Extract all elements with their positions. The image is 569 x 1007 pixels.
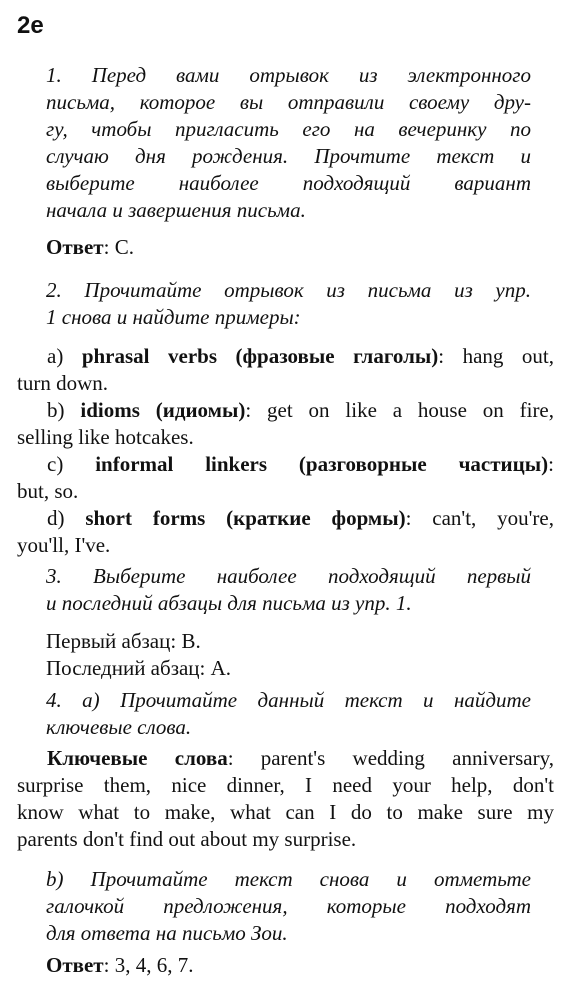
keywords-text: surprise them, nice dinner, I need your help, don't <box>17 773 554 797</box>
keywords-text: know what to make, what can I do to make sure my <box>17 800 554 824</box>
task-4b-answer <box>46 952 546 979</box>
task-3-last-paragraph-answer: Последний абзац: А. <box>46 656 232 680</box>
item-examples: : can't, you're, <box>405 506 554 530</box>
task-2-line: 2. Прочитайте отрывок из письма из упр. <box>46 278 531 302</box>
task-4a-line: 4. а) Прочитайте данный текст и найдите <box>46 688 531 712</box>
task-3-instruction <box>46 563 531 617</box>
task-1-line: начала и завершения письма. <box>46 198 306 222</box>
item-examples-cont: turn down. <box>17 371 108 395</box>
task-3-line: и последний абзацы для письма из упр. 1. <box>46 591 412 615</box>
example-item-a <box>17 343 554 397</box>
task-3-line: 3. Выберите наиболее подходящий первый <box>46 564 531 588</box>
answer-label: Ответ <box>46 235 104 259</box>
item-prefix: b) <box>47 398 81 422</box>
task-2-instruction <box>46 277 531 331</box>
keywords-block <box>17 745 554 853</box>
item-term: idioms (идиомы) <box>80 398 246 422</box>
keywords-text: : parent's wedding anniversary, <box>227 746 554 770</box>
item-term: short forms (краткие формы) <box>85 506 406 530</box>
example-item-d <box>17 505 554 559</box>
task-1-instruction <box>46 62 531 224</box>
task-4a-line: ключевые слова. <box>46 715 192 739</box>
item-examples-cont: but, so. <box>17 479 79 503</box>
item-examples-cont: selling like hotcakes. <box>17 425 194 449</box>
answer-value: : С. <box>103 235 134 259</box>
item-examples-cont: you'll, I've. <box>17 533 111 557</box>
task-1-line: 1. Перед вами отрывок из электронного <box>46 63 531 87</box>
task-4b-line: для ответа на письмо Зои. <box>46 921 288 945</box>
section-number: 2e <box>17 12 44 39</box>
item-prefix: d) <box>47 506 86 530</box>
item-prefix: c) <box>47 452 96 476</box>
task-4b-line: b) Прочитайте текст снова и отметьте <box>46 867 531 891</box>
keywords-label: Ключевые слова <box>47 746 228 770</box>
task-1-line: выберите наиболее подходящий вариант <box>46 171 531 195</box>
item-term: informal linkers (разговорные частицы) <box>95 452 549 476</box>
task-1-line: письма, которое вы отправили своему дру- <box>46 90 531 114</box>
task-4a-instruction <box>46 687 531 741</box>
item-examples: : <box>548 452 554 476</box>
task-4b-line: галочкой предложения, которые подходят <box>46 894 531 918</box>
example-item-c <box>17 451 554 505</box>
keywords-text: parents don't find out about my surprise. <box>17 827 357 851</box>
task-1-line: гу, чтобы пригласить его на вечеринку по <box>46 117 531 141</box>
task-1-answer <box>46 234 546 261</box>
item-examples: : get on like a house on fire, <box>245 398 555 422</box>
item-examples: : hang out, <box>438 344 554 368</box>
task-4b-instruction <box>46 866 531 947</box>
answer-label: Ответ <box>46 953 104 977</box>
item-prefix: а) <box>47 344 82 368</box>
task-1-line: случаю дня рождения. Прочтите текст и <box>46 144 531 168</box>
task-2-line: 1 снова и найдите примеры: <box>46 305 301 329</box>
answer-value: : 3, 4, 6, 7. <box>103 953 194 977</box>
item-term: phrasal verbs (фразовые глаголы) <box>81 344 439 368</box>
task-3-first-paragraph-answer: Первый абзац: В. <box>46 629 201 653</box>
example-item-b <box>17 397 554 451</box>
